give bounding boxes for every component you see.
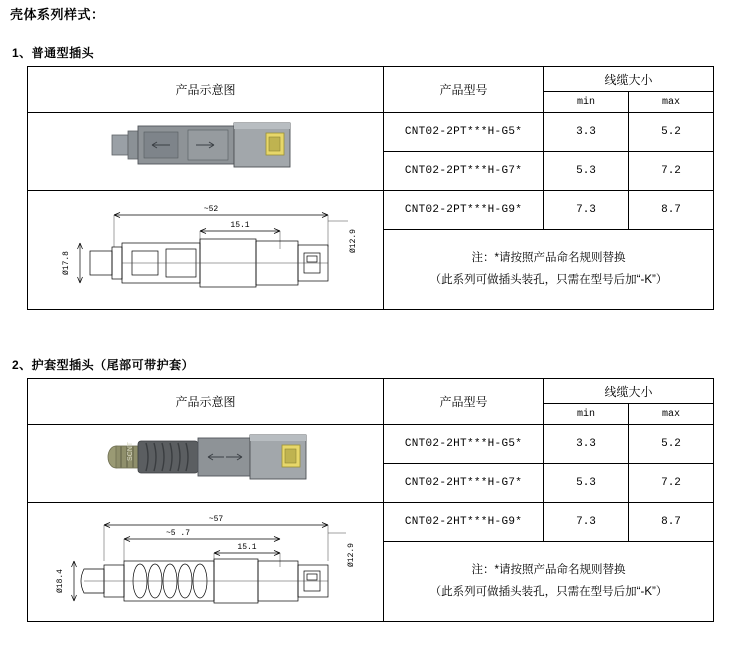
header-picture: 产品示意图 [28,379,384,425]
technical-drawing-common-plug [28,191,384,309]
plug-photo-illustration [28,113,384,175]
header-cable-size: 线缆大小 [544,67,714,92]
note-line-2: （此系列可做插头装孔，只需在型号后加“-K”） [429,273,668,286]
note-line-1: 注：*请按照产品命名规则替换 [471,251,626,264]
header-model: 产品型号 [384,379,544,425]
model-value: CNT02-2HT***H-G5* [384,425,544,464]
table-row [28,503,714,542]
min-value: 5.3 [544,152,629,191]
model-value: CNT02-2PT***H-G9* [384,191,544,230]
boot-plug-photo-illustration [28,425,384,487]
table-note [384,542,714,622]
min-value: 3.3 [544,425,629,464]
section-heading-1: 1、普通型插头 [12,46,95,60]
dim-inner: 15.1 [230,221,250,230]
table-header-row [28,67,714,92]
max-value: 7.2 [629,152,714,191]
max-value: 8.7 [629,191,714,230]
table-note [384,230,714,310]
header-picture: 产品示意图 [28,67,384,113]
header-cable-size: 线缆大小 [544,379,714,404]
max-value: 8.7 [629,503,714,542]
section-heading-2: 2、护套型插头（尾部可带护套） [12,358,195,372]
note-line-1: 注：*请按照产品命名规则替换 [471,563,626,576]
note-line-2: （此系列可做插头装孔，只需在型号后加“-K”） [429,585,668,598]
dim-diameter-right: Ø12.9 [347,542,356,568]
table-row [28,425,714,464]
spec-table-common-plug [27,66,714,310]
dim-diameter-left: Ø17.8 [62,250,71,276]
table-row [28,113,714,152]
product-photo-common [28,113,384,191]
max-value: 5.2 [629,113,714,152]
min-value: 7.3 [544,503,629,542]
dim-inner: 15.1 [237,543,257,552]
min-value: 3.3 [544,113,629,152]
max-value: 7.2 [629,464,714,503]
model-value: CNT02-2PT***H-G5* [384,113,544,152]
dim-overall: ~57 [208,515,224,524]
header-model: 产品型号 [384,67,544,113]
max-value: 5.2 [629,425,714,464]
model-value: CNT02-2HT***H-G9* [384,503,544,542]
photo-brand-label: SCNT [127,441,134,461]
dim-sub: ~5 .7 [165,529,191,538]
technical-drawing-boot-plug [28,503,384,621]
dim-diameter-left: Ø18.4 [56,568,65,594]
dim-overall: ~52 [203,205,219,214]
spec-table-boot-plug [27,378,714,622]
header-max: max [629,92,714,113]
min-value: 5.3 [544,464,629,503]
model-value: CNT02-2HT***H-G7* [384,464,544,503]
product-drawing-common [28,191,384,310]
page-title: 壳体系列样式： [10,7,105,22]
model-value: CNT02-2PT***H-G7* [384,152,544,191]
table-header-row [28,379,714,404]
product-photo-boot [28,425,384,503]
header-min: min [544,92,629,113]
dim-diameter-right: Ø12.9 [349,228,358,254]
table-row [28,191,714,230]
product-drawing-boot [28,503,384,622]
header-min: min [544,404,629,425]
min-value: 7.3 [544,191,629,230]
header-max: max [629,404,714,425]
